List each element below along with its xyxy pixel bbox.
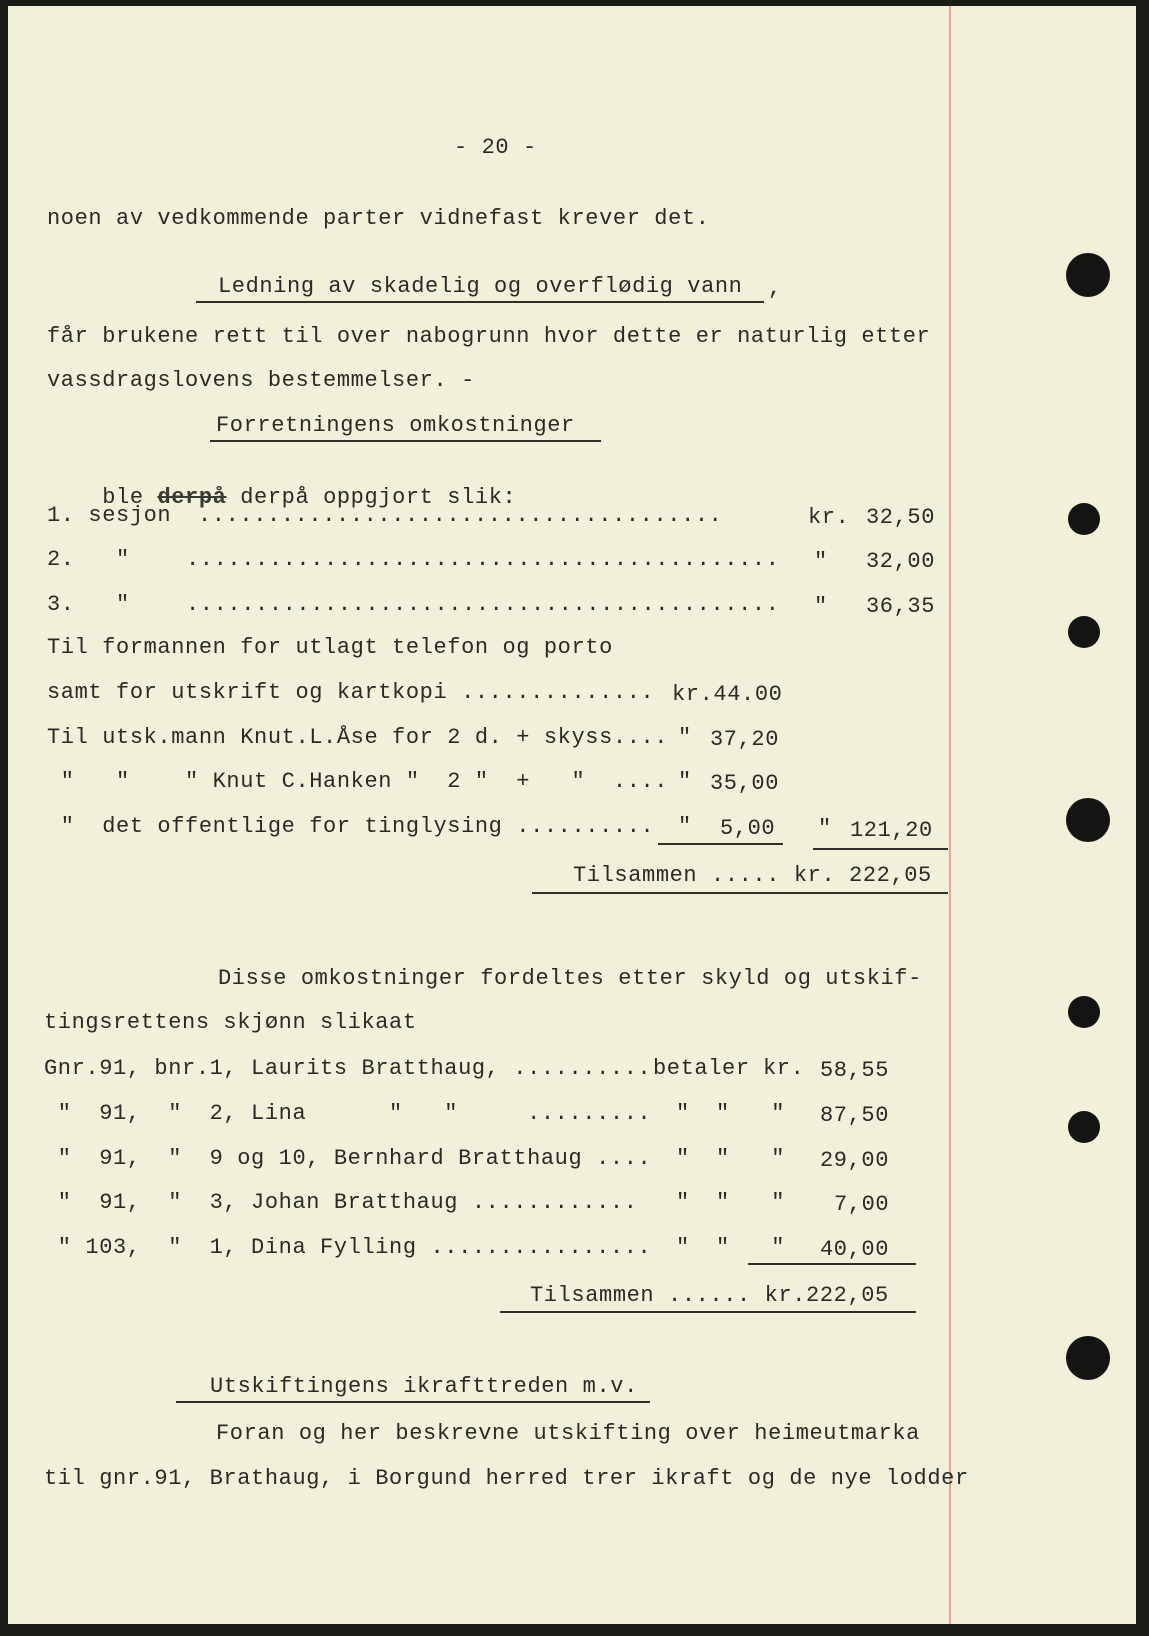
utsk-line: " " " Knut C.Hanken " 2 " + " .... xyxy=(47,769,669,794)
session-amount: 32,00 xyxy=(866,549,936,574)
subtotal-rule-right xyxy=(813,848,948,850)
distribution-row: " 103, " 1, Dina Fylling ................ xyxy=(44,1235,652,1260)
distribution-amount: 87,50 xyxy=(820,1103,890,1128)
distribution-total-rule xyxy=(500,1311,916,1313)
binder-hole-3 xyxy=(1068,616,1100,648)
distribution-row: " 91, " 3, Johan Bratthaug ............ xyxy=(44,1190,638,1215)
distribution-currency: " " xyxy=(716,1146,786,1171)
page-number: - 20 - xyxy=(454,135,537,160)
formann-line: Til formannen for utlagt telefon og porto xyxy=(47,635,613,660)
distribution-currency: " " xyxy=(716,1101,786,1126)
binder-hole-7 xyxy=(1066,1336,1110,1380)
distribution-pay: " xyxy=(676,1190,690,1215)
total-rule xyxy=(532,892,948,894)
distribution-pay: " xyxy=(676,1235,690,1260)
red-margin-line xyxy=(949,6,951,1624)
distribution-currency: kr. xyxy=(763,1056,805,1081)
utsk-ditto: " xyxy=(678,769,692,794)
session-amount: 32,50 xyxy=(866,505,936,530)
session-currency: " xyxy=(814,549,828,574)
costs-intro-prefix: ble xyxy=(102,485,158,510)
session-amount: 36,35 xyxy=(866,594,936,619)
overstruck-word: derpå xyxy=(157,485,227,510)
distribution-currency: " " xyxy=(716,1190,786,1215)
distribution-row: " 91, " 2, Lina " " ......... xyxy=(44,1101,652,1126)
distribution-sum-rule xyxy=(748,1263,916,1265)
session-label: 2. " xyxy=(47,547,130,572)
section-heading-drainage: Ledning av skadelig og overflødig vann xyxy=(196,274,764,303)
utskrift-label: samt for utskrift og kartkopi .............. xyxy=(47,680,655,705)
distribution-total: Tilsammen ...... kr.222,05 xyxy=(530,1283,889,1308)
body-line: til gnr.91, Brathaug, i Borgund herred trer ikraft og de nye lodder xyxy=(44,1466,969,1491)
session-label: 3. " xyxy=(47,592,130,617)
sum-amount: 121,20 xyxy=(850,818,933,843)
binder-hole-2 xyxy=(1068,503,1100,535)
distribution-intro: tingsrettens skjønn slikaat xyxy=(44,1010,417,1035)
utsk-line: Til utsk.mann Knut.L.Åse for 2 d. + skyss.... xyxy=(47,725,669,750)
body-line: får brukene rett til over nabogrunn hvor dette er naturlig etter xyxy=(47,324,931,349)
body-line: vassdragslovens bestemmelser. - xyxy=(47,368,475,393)
binder-hole-6 xyxy=(1068,1111,1100,1143)
distribution-row: " 91, " 9 og 10, Bernhard Bratthaug .... xyxy=(44,1146,652,1171)
distribution-intro: Disse omkostninger fordeltes etter skyld og utskif- xyxy=(218,966,922,991)
document-page xyxy=(8,6,1136,1624)
sum-ditto: " xyxy=(818,816,832,841)
utskrift-amount: kr.44.00 xyxy=(672,682,783,707)
binder-hole-5 xyxy=(1068,996,1100,1028)
distribution-amount: 40,00 xyxy=(820,1237,890,1262)
costs-intro-rest: derpå oppgjort slik: xyxy=(226,485,517,510)
costs-total: Tilsammen ..... kr. 222,05 xyxy=(573,863,932,888)
distribution-amount: 58,55 xyxy=(820,1058,890,1083)
distribution-pay: " xyxy=(676,1101,690,1126)
distribution-pay: betaler xyxy=(653,1056,750,1081)
session-label: 1. sesjon xyxy=(47,503,172,528)
utsk-amount: 37,20 xyxy=(710,727,780,752)
utsk-amount: 35,00 xyxy=(710,771,780,796)
distribution-pay: " xyxy=(676,1146,690,1171)
distribution-row: Gnr.91, bnr.1, Laurits Bratthaug, .......... xyxy=(44,1056,652,1081)
distribution-amount: 7,00 xyxy=(834,1192,890,1217)
distribution-amount: 29,00 xyxy=(820,1148,890,1173)
binder-hole-4 xyxy=(1066,798,1110,842)
section-heading-costs: Forretningens omkostninger xyxy=(210,413,601,442)
session-dots: ........................................... xyxy=(186,592,780,617)
utsk-ditto: " xyxy=(678,725,692,750)
body-line: Foran og her beskrevne utskifting over heimeutmarka xyxy=(216,1421,920,1446)
session-currency: kr. xyxy=(808,505,850,530)
distribution-currency: " " xyxy=(716,1235,786,1260)
subtotal-rule-left xyxy=(658,843,783,845)
intro-line: noen av vedkommende parter vidnefast krever det. xyxy=(47,206,710,231)
binder-hole-1 xyxy=(1066,253,1110,297)
session-currency: " xyxy=(814,594,828,619)
tinglysing-ditto: " xyxy=(678,814,692,839)
tinglysing-line: " det offentlige for tinglysing .......... xyxy=(47,814,655,839)
tinglysing-amount: 5,00 xyxy=(720,816,776,841)
session-dots: ........................................... xyxy=(186,547,780,572)
session-dots: ...................................... xyxy=(198,503,723,528)
section-heading-commencement: Utskiftingens ikrafttreden m.v. xyxy=(176,1374,650,1403)
heading-comma: , xyxy=(768,276,782,301)
